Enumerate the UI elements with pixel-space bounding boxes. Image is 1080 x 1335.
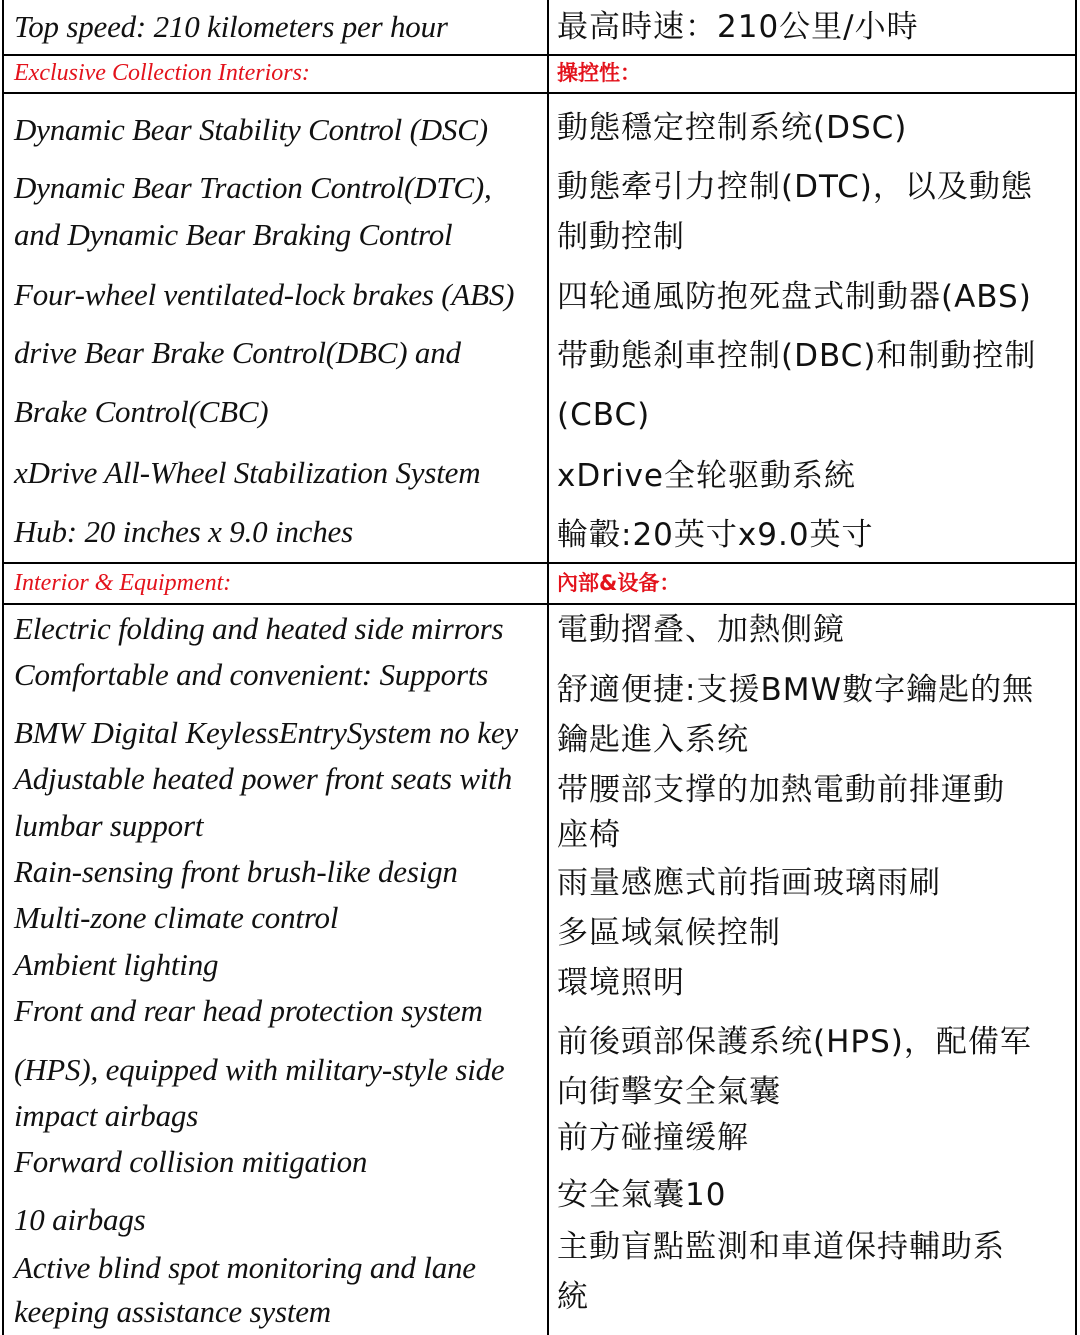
section-header-zh-cell (549, 564, 1075, 603)
spec-line-zh: 制動控制 (557, 219, 685, 255)
section-content-row (0, 605, 1080, 1335)
spec-line-en: 10 airbags (14, 1202, 146, 1237)
spec-line-en: Active blind spot monitoring and lane (14, 1250, 476, 1285)
spec-line-zh: 带腰部支撑的加熱電動前排運動 (557, 772, 1005, 808)
top-speed-en: Top speed: 210 kilometers per hour (14, 9, 448, 44)
spec-line-zh: 統 (557, 1279, 589, 1315)
spec-line-en: lumbar support (14, 808, 204, 843)
spec-line-en: keeping assistance system (14, 1294, 331, 1329)
section-content-zh-cell (549, 94, 1075, 562)
spec-line-zh: 電動摺叠、加熱側鏡 (557, 612, 845, 648)
top-speed-en-cell (4, 0, 547, 54)
section-header-row (0, 56, 1080, 92)
spec-line-zh: 主動盲點監測和車道保持輔助系 (557, 1229, 1005, 1265)
spec-line-en: Brake Control(CBC) (14, 394, 269, 429)
section-header-en: Exclusive Collection Interiors: (14, 60, 310, 86)
spec-line-en: and Dynamic Bear Braking Control (14, 217, 453, 252)
spec-line-en: Adjustable heated power front seats with (14, 761, 513, 796)
spec-line-zh: 安全氣囊10 (557, 1177, 727, 1213)
section-header-en-cell (4, 56, 547, 92)
spec-line-zh: (CBC) (557, 397, 651, 433)
top-speed-zh: 最高時速：210公里/小時 (557, 9, 919, 45)
spec-line-zh: 座椅 (557, 817, 621, 853)
spec-line-en: Forward collision mitigation (14, 1144, 368, 1179)
section-header-en: Interior & Equipment: (14, 570, 232, 596)
top-speed-zh-cell (549, 0, 1075, 54)
spec-line-zh: 舒適便捷:支援BMW數字鑰匙的無 (557, 672, 1035, 708)
spec-line-en: xDrive All-Wheel Stabilization System (14, 455, 481, 490)
section-content-en-cell (4, 94, 547, 562)
section-header-zh: 內部&设备： (557, 571, 681, 595)
spec-line-zh: 鑰匙進入系统 (557, 722, 749, 758)
section-header-row (0, 564, 1080, 603)
spec-line-en: drive Bear Brake Control(DBC) and (14, 335, 461, 370)
spec-line-en: (HPS), equipped with military-style side (14, 1052, 505, 1087)
spec-line-en: Multi-zone climate control (14, 900, 339, 935)
spec-line-zh: 多區域氣候控制 (557, 915, 781, 951)
section-content-en-cell (4, 605, 547, 1335)
spec-line-en: Four-wheel ventilated-lock brakes (ABS) (14, 277, 515, 312)
section-header-zh-cell (549, 56, 1075, 92)
top-speed-row (0, 0, 1080, 54)
spec-line-zh: 前方碰撞缓解 (557, 1120, 749, 1156)
spec-line-zh: 前後頭部保護系统(HPS)，配備军 (557, 1024, 1032, 1060)
spec-line-en: Comfortable and convenient: Supports (14, 657, 489, 692)
spec-line-en: Electric folding and heated side mirrors (14, 611, 504, 646)
section-header-zh: 操控性： (557, 61, 641, 85)
spec-line-zh: xDrive全轮驱動系統 (557, 458, 856, 494)
spec-line-zh: 向街擊安全氣囊 (557, 1074, 781, 1110)
section-content-zh-cell (549, 605, 1075, 1335)
spec-line-zh: 四轮通風防抱死盘式制動器(ABS) (557, 279, 1032, 315)
section-header-en-cell (4, 564, 547, 603)
spec-line-en: Dynamic Bear Traction Control(DTC), (14, 170, 492, 205)
spec-line-zh: 動態牽引力控制(DTC)，以及動態 (557, 169, 1033, 205)
spec-line-zh: 輪轂:20英寸x9.0英寸 (557, 517, 874, 553)
spec-line-en: impact airbags (14, 1098, 199, 1133)
spec-line-en: Rain-sensing front brush-like design (14, 854, 458, 889)
spec-line-zh: 環境照明 (557, 965, 685, 1001)
spec-line-zh: 雨量感應式前指画玻璃雨刷 (557, 865, 941, 901)
spec-line-en: Dynamic Bear Stability Control (DSC) (14, 112, 488, 147)
spec-line-en: Ambient lighting (14, 947, 219, 982)
spec-line-en: BMW Digital KeylessEntrySystem no key (14, 715, 518, 750)
spec-line-en: Front and rear head protection system (14, 993, 483, 1028)
section-content-row (0, 94, 1080, 562)
spec-line-zh: 带動態刹車控制(DBC)和制動控制 (557, 338, 1037, 374)
spec-line-zh: 動態穩定控制系统(DSC) (557, 110, 908, 146)
spec-line-en: Hub: 20 inches x 9.0 inches (14, 514, 353, 549)
